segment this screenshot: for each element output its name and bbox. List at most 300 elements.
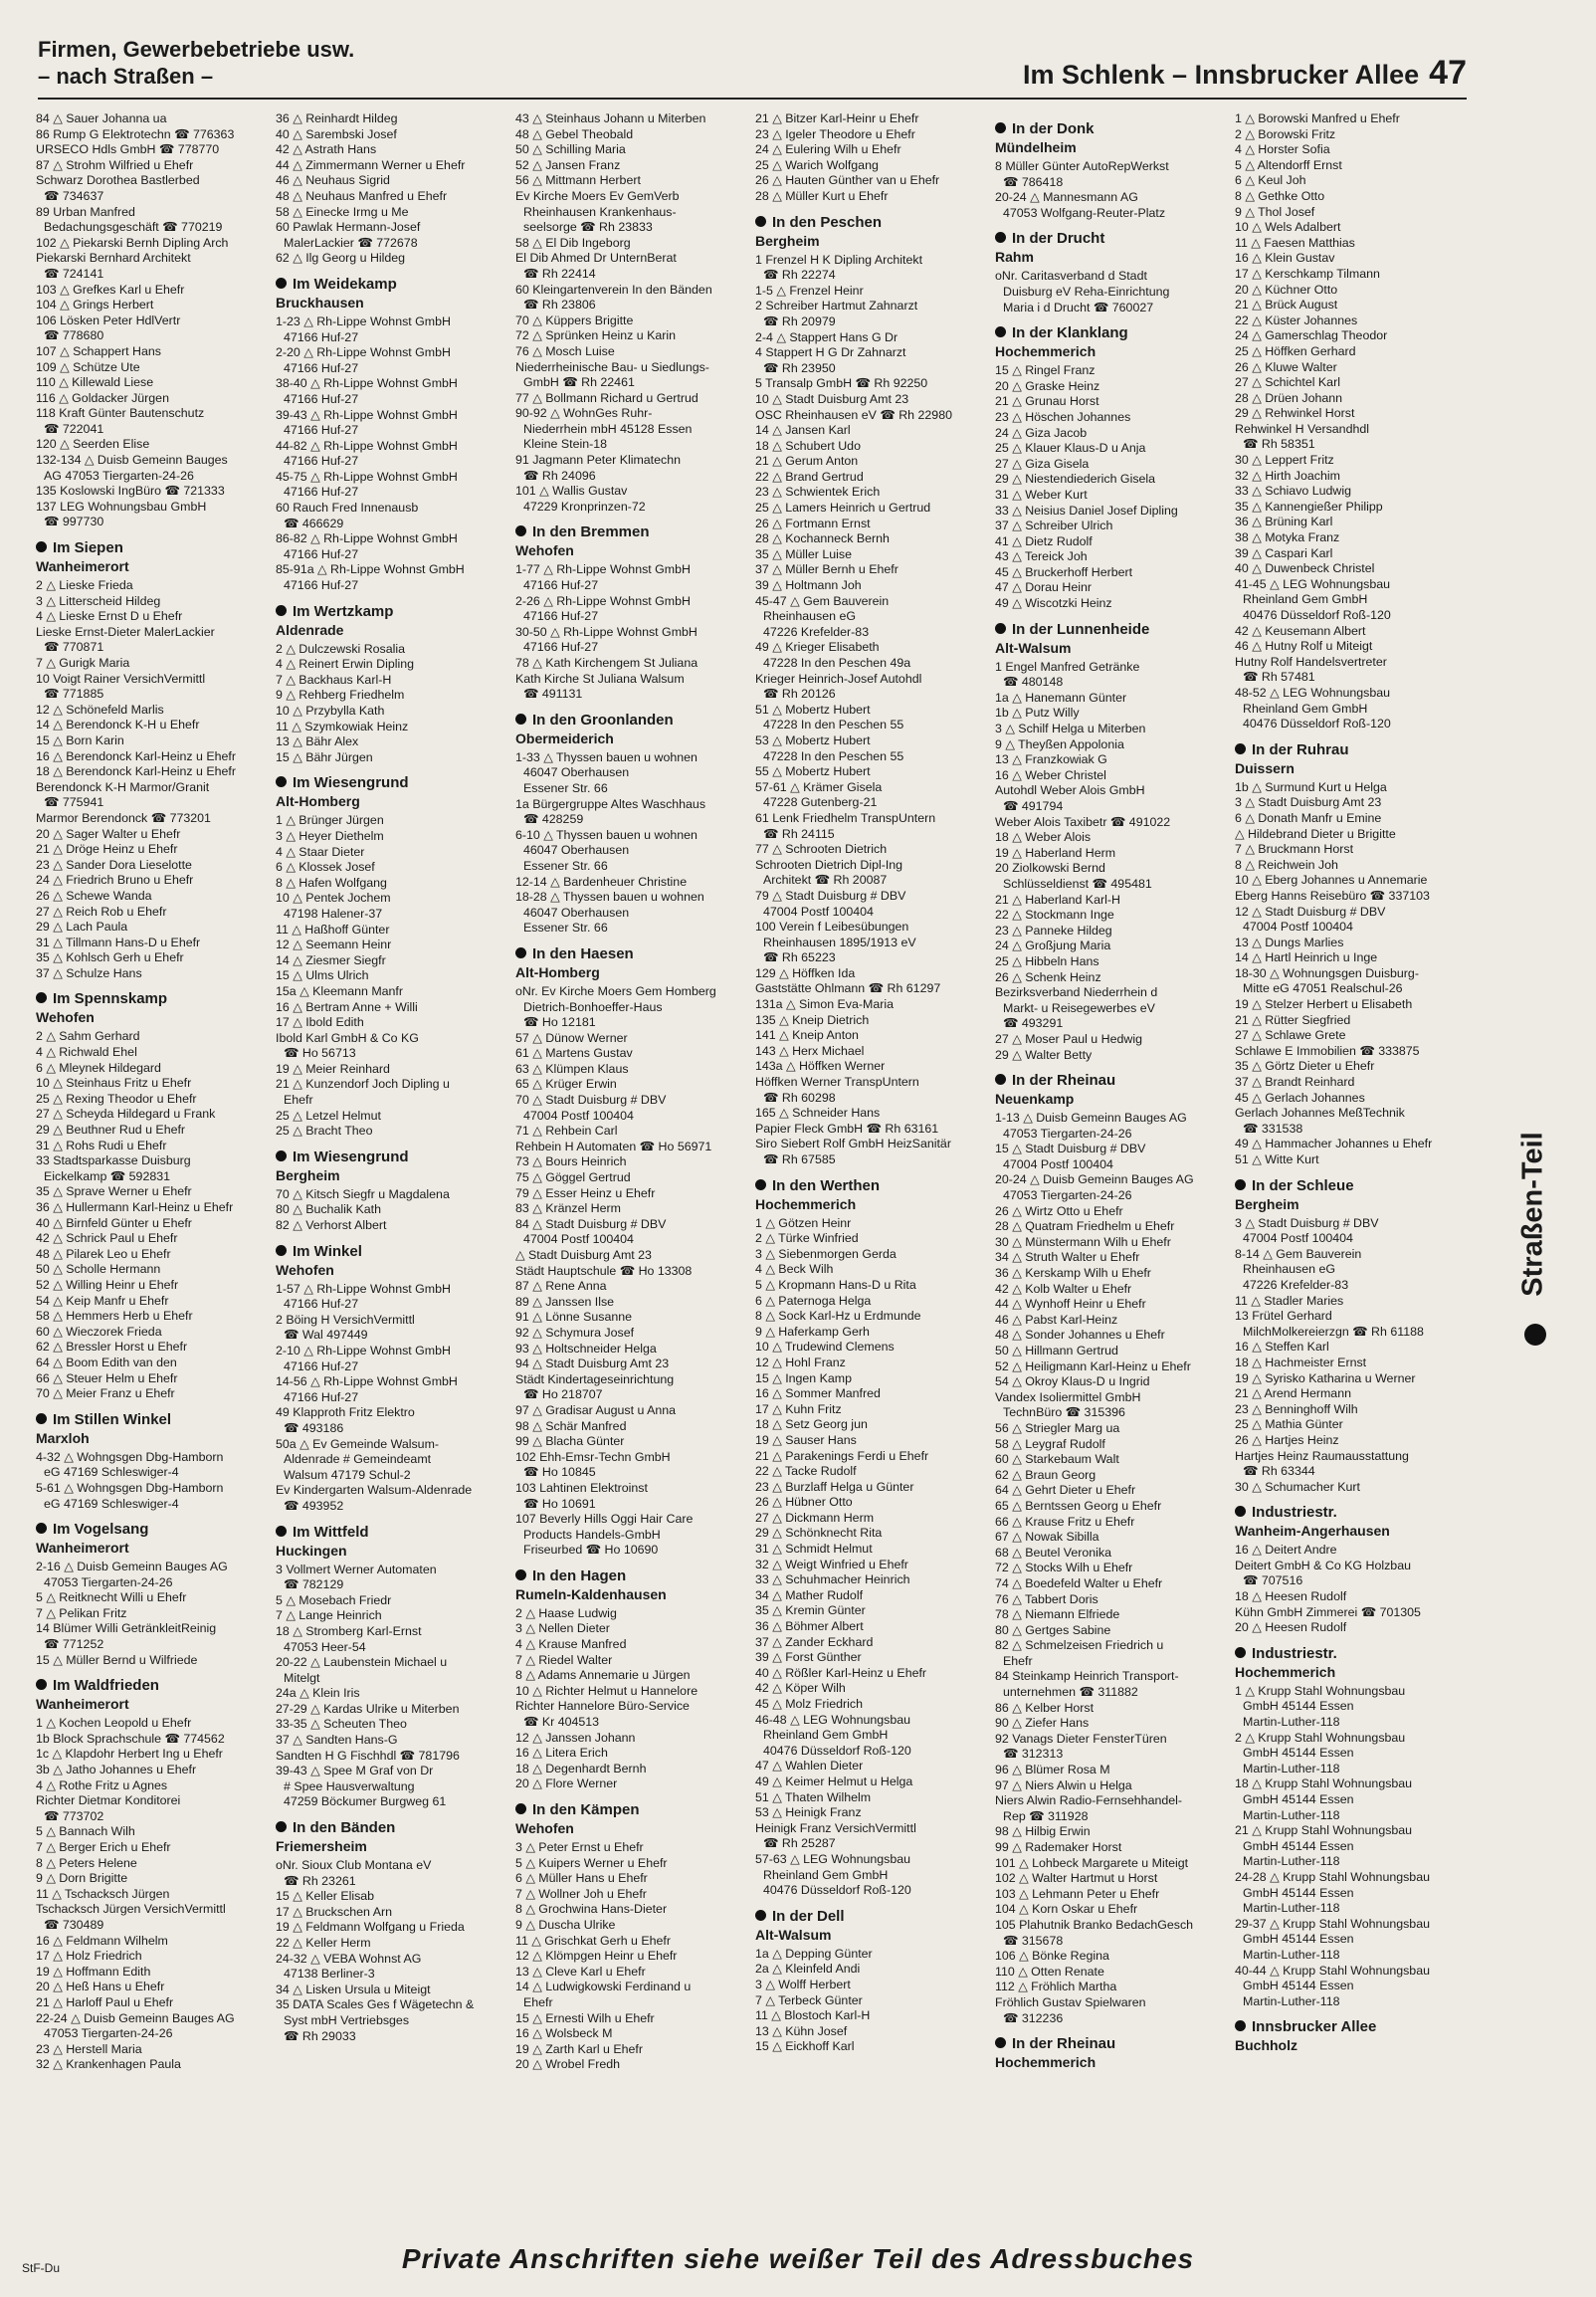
street-bullet-icon [36,1523,47,1534]
directory-entry: 18 △ Setz Georg jun [755,1417,868,1432]
entry-continuation: ☎ Ho 10691 [523,1496,596,1511]
directory-entry: 28 △ Müller Kurt u Ehefr [755,188,889,203]
street-heading [36,1520,268,1539]
directory-entry: 89 Urban Manfred [36,204,135,219]
directory-entry: 3 △ Litterscheid Hildeg [36,593,161,608]
directory-entry: 45 △ Molz Friedrich [755,1697,863,1711]
district-name: Wehofen [276,1261,334,1278]
entry-continuation: 46047 Oberhausen [523,843,630,858]
directory-entry: 101 △ Wallis Gustav [515,484,628,499]
entry-continuation: Martin-Luther-118 [1243,1854,1340,1869]
directory-entry: 52 △ Willing Heinr u Ehefr [36,1277,179,1292]
directory-entry: 3 △ Schilf Helga u Miterben [995,722,1146,736]
directory-entry: 18 △ Heesen Rudolf [1235,1589,1347,1604]
directory-entry: 17 △ Bruckschen Arn [276,1904,392,1919]
directory-entry: 118 Kraft Günter Bautenschutz [36,406,205,421]
directory-entry: 45 △ Bruckerhoff Herbert [995,564,1133,579]
directory-entry: 15 △ Stadt Duisburg # DBV [995,1142,1146,1156]
entry-continuation: ☎ 730489 [44,1917,104,1932]
directory-entry: El Dib Ahmed Dr UnternBerat [515,251,677,266]
directory-entry: 35 △ Kannengießer Philipp [1235,499,1383,514]
street-heading [515,1566,747,1585]
directory-entry: 2-4 △ Stappert Hans G Dr [755,329,898,344]
district-name: Wanheimerort [36,558,129,575]
district-name: Rumeln-Kaldenhausen [515,1585,667,1602]
directory-entry: 60 △ Starkebaum Walt [995,1452,1119,1467]
entry-continuation: 47166 Huf-27 [284,485,359,500]
street-name: Industriestr. [1252,1644,1337,1662]
street-heading [276,602,507,621]
street-heading [276,773,507,792]
directory-entry: Deitert GmbH & Co KG Holzbau [1235,1558,1411,1572]
directory-entry: 25 △ Letzel Helmut [276,1108,381,1123]
entry-continuation: Martin-Luther-118 [1243,1807,1340,1822]
directory-entry: 3 △ Heyer Diethelm [276,828,384,843]
entry-continuation: 47166 Huf-27 [284,578,359,593]
entry-continuation: 47259 Böckumer Burgweg 61 [284,1794,447,1809]
entry-continuation: ☎ Rh 60298 [763,1090,836,1105]
directory-entry: 4 △ Krause Manfred [515,1637,627,1652]
directory-entry: 19 △ Stelzer Herbert u Elisabeth [1235,997,1413,1012]
entry-continuation: 47053 Tiergarten-24-26 [44,2026,173,2041]
directory-entry: 58 △ Hemmers Herb u Ehefr [36,1309,193,1324]
directory-entry: 8 △ Adams Annemarie u Jürgen [515,1668,691,1683]
street-name: Im Vogelsang [53,1521,149,1539]
street-name: Im Wiesengrund [293,1148,409,1165]
entry-continuation: Mitte eG 47051 Realschul-26 [1243,981,1403,996]
street-heading [755,213,987,232]
street-bullet-icon [995,122,1006,133]
directory-entry: 13 △ Franzkowiak G [995,752,1107,767]
directory-entry: 4 △ Richwald Ehel [36,1045,137,1060]
directory-entry: 24 △ Giza Jacob [995,425,1088,440]
directory-entry: 129 △ Höffken Ida [755,965,856,980]
entry-continuation: Bedachungsgeschäft ☎ 770219 [44,220,223,235]
entry-continuation: 47166 Huf-27 [523,609,599,624]
directory-entry: 4 △ Beck Wilh [755,1262,834,1277]
entry-continuation: Martin-Luther-118 [1243,1947,1340,1962]
directory-entry: 37 △ Müller Bernh u Ehefr [755,562,898,577]
directory-entry: 74 △ Boedefeld Walter u Ehefr [995,1575,1163,1590]
directory-entry: 40 △ Sarembski Josef [276,126,397,141]
directory-entry: 25 △ Mathia Günter [1235,1417,1343,1432]
directory-entry: 21 △ Haberland Karl-H [995,892,1120,907]
directory-entry: 1 △ Kochen Leopold u Ehefr [36,1716,192,1731]
directory-entry: 35 DATA Scales Ges f Wägetechn & [276,1997,475,2012]
directory-entry: Eberg Hanns Reisebüro ☎ 337103 [1235,888,1430,903]
directory-entry: 76 △ Tabbert Doris [995,1591,1098,1606]
directory-entry: 63 △ Klümpen Klaus [515,1061,629,1076]
entry-continuation: Schlüsseldienst ☎ 495481 [1003,876,1152,891]
directory-entry: 12 △ Stadt Duisburg # DBV [1235,904,1386,919]
directory-entry: 26 △ Kluwe Walter [1235,359,1337,374]
directory-entry: 89 △ Janssen Ilse [515,1294,615,1309]
directory-entry: Autohdl Weber Alois GmbH [995,783,1145,798]
directory-entry: 28 △ Kochanneck Bernh [755,531,890,546]
entry-continuation: MilchMolkereierzgn ☎ Rh 61188 [1243,1324,1424,1339]
street-bullet-icon [276,776,287,787]
directory-entry: 11 △ Grischkat Gerh u Ehefr [515,1933,671,1948]
directory-entry: 51 △ Mobertz Hubert [755,702,871,717]
directory-entry: Schlawe E Immobilien ☎ 333875 [1235,1043,1420,1058]
directory-entry: 70 △ Küppers Brigitte [515,313,634,327]
entry-continuation: ☎ Ho 12181 [523,1015,596,1030]
directory-entry: 100 Verein f Leibesübungen [755,920,909,935]
district-name: Buchholz [1235,2037,1297,2054]
directory-entry: 42 △ Köper Wilh [755,1681,846,1696]
directory-entry: 86 Rump G Elektrotechn ☎ 776363 [36,126,235,141]
directory-entry: 11 △ Blostoch Karl-H [755,2008,871,2023]
directory-entry: 14 △ Ziesmer Siegfr [276,952,386,967]
street-heading [1235,1503,1467,1522]
entry-continuation: Ehefr [523,1994,553,2009]
directory-entry: 46 △ Hutny Rolf u Miteigt [1235,639,1373,654]
street-name: In den Peschen [772,213,883,231]
directory-entry: 22 △ Küster Johannes [1235,313,1358,327]
directory-entry: 104 △ Grings Herbert [36,298,154,313]
directory-entry: 18 △ Stromberg Karl-Ernst [276,1623,422,1638]
entry-continuation: TechnBüro ☎ 315396 [1003,1405,1125,1420]
directory-entry: 92 Vanags Dieter FensterTüren [995,1731,1167,1746]
directory-entry: 1b △ Putz Willy [995,706,1080,721]
directory-entry: 42 △ Kolb Walter u Ehefr [995,1281,1132,1296]
directory-entry: 38 △ Motyka Franz [1235,530,1340,545]
district-name: Wehofen [515,1820,574,1836]
directory-entry: 11 △ Haßhoff Günter [276,922,390,937]
entry-continuation: ☎ 771252 [44,1637,104,1652]
directory-column [276,111,507,2231]
street-name: Innsbrucker Allee [1252,2018,1377,2036]
directory-entry: 48 △ Sonder Johannes u Ehefr [995,1328,1165,1343]
directory-entry: 68 △ Beutel Veronika [995,1545,1111,1560]
street-name: In den Groonlanden [532,711,674,729]
directory-entry: 14 △ Berendonck K-H u Ehefr [36,718,200,732]
entry-continuation: # Spee Hausverwaltung [284,1778,415,1793]
street-heading [515,711,747,730]
directory-entry: 10 △ Trudewind Clemens [755,1340,895,1355]
directory-entry: 82 △ Verhorst Albert [276,1218,387,1233]
directory-entry: 26 △ Hartjes Heinz [1235,1432,1339,1447]
entry-continuation: ☎ Rh 65223 [763,950,836,965]
directory-entry: 38-40 △ Rh-Lippe Wohnst GmbH [276,376,458,391]
directory-entry: 1b Block Sprachschule ☎ 774562 [36,1731,225,1746]
entry-continuation: 47004 Postf 100404 [523,1232,634,1247]
directory-entry: 6 △ Keul Joh [1235,173,1306,188]
street-name: In der Lunnenheide [1012,620,1150,638]
street-bullet-icon [276,1821,287,1832]
directory-entry: 70 △ Kitsch Siegfr u Magdalena [276,1186,450,1201]
directory-entry: 21 △ Bitzer Karl-Heinr u Ehefr [755,111,919,125]
directory-entry: 6-10 △ Thyssen bauen u wohnen [515,827,698,842]
entry-continuation: ☎ 771885 [44,687,104,702]
entry-continuation: 47166 Huf-27 [284,1297,359,1312]
entry-continuation: ☎ Rh 20979 [763,313,836,328]
street-name: In der Donk [1012,120,1095,137]
directory-entry: Niers Alwin Radio-Fernsehhandel- [995,1793,1183,1808]
directory-column [515,111,747,2231]
directory-entry: 3b △ Jatho Johannes u Ehefr [36,1763,197,1777]
entry-continuation: Rheinhausen 1895/1913 eV [763,935,916,949]
directory-entry: 42 △ Keusemann Albert [1235,623,1366,638]
directory-entry: 1-33 △ Thyssen bauen u wohnen [515,749,698,764]
directory-entry: 13 △ Cleve Karl u Ehefr [515,1964,646,1979]
directory-entry: 16 △ Steffen Karl [1235,1340,1329,1355]
directory-entry: 25 △ Höffken Gerhard [1235,343,1356,358]
directory-entry: 48-52 △ LEG Wohnungsbau [1235,685,1391,700]
entry-continuation: Rheinland Gem GmbH [1243,592,1368,607]
directory-entry: 24 △ Großjung Maria [995,939,1111,953]
street-name: In der Dell [772,1907,845,1925]
street-heading [995,1071,1227,1090]
directory-entry: Siro Siebert Rolf GmbH HeizSanitär [755,1137,951,1151]
directory-entry: 47 △ Dorau Heinr [995,580,1092,595]
directory-entry: 72 △ Stocks Wilh u Ehefr [995,1561,1133,1575]
directory-entry: 2-16 △ Duisb Gemeinn Bauges AG [36,1560,228,1574]
entry-continuation: 47166 Huf-27 [523,578,599,593]
street-heading [1235,1644,1467,1663]
page-header [38,36,1467,100]
directory-entry: Städt Hauptschule ☎ Ho 13308 [515,1263,693,1278]
street-bullet-icon [276,1526,287,1537]
directory-entry: 1-13 △ Duisb Gemeinn Bauges AG [995,1111,1187,1126]
directory-entry: 25 △ Lamers Heinrich u Gertrud [755,501,931,516]
directory-entry: 56 △ Striegler Marg ua [995,1420,1120,1435]
directory-entry: 4 △ Staar Dieter [276,844,365,859]
street-bullet-icon [995,326,1006,337]
directory-entry: 2-20 △ Rh-Lippe Wohnst GmbH [276,345,451,360]
entry-continuation: 47228 In den Peschen 49a [763,656,911,670]
directory-entry: 9 △ Haferkamp Gerh [755,1324,870,1339]
directory-entry: 12 △ Schönefeld Marlis [36,702,164,717]
entry-continuation: ☎ Rh 22274 [763,268,836,283]
directory-entry: 27 △ Dickmann Herm [755,1510,875,1525]
directory-entry: 73 △ Bours Heinrich [515,1154,627,1169]
directory-entry: 36 △ Reinhardt Hildeg [276,111,398,125]
directory-entry: 3 △ Wolff Herbert [755,1977,851,1991]
directory-entry: 15 △ Müller Bernd u Wilfriede [36,1652,198,1667]
entry-continuation: 47226 Krefelder-83 [763,624,870,639]
street-name: In den Hagen [532,1566,627,1584]
directory-entry: 99 △ Blacha Günter [515,1434,625,1449]
footer-note: Private Anschriften siehe weißer Teil des Adressbuches [401,2243,1195,2274]
directory-entry: △ Stadt Duisburg Amt 23 [515,1248,652,1262]
directory-entry: 137 LEG Wohnungsbau GmbH [36,499,207,514]
street-name: In den Haesen [532,944,634,962]
directory-entry: 110 △ Killewald Liese [36,375,154,390]
street-heading [515,522,747,541]
directory-entry: 33 Stadtsparkasse Duisburg [36,1153,191,1168]
directory-entry: 10 Voigt Rainer VersichVermittl [36,671,206,686]
directory-entry: 20-24 △ Mannesmann AG [995,190,1138,205]
directory-entry: 103 Lahtinen Elektroinst [515,1480,648,1495]
directory-entry: 4-32 △ Wohngsgen Dbg-Hamborn [36,1449,224,1464]
entry-continuation: ☎ Kr 404513 [523,1715,600,1730]
entry-continuation: ☎ Rh 24115 [763,826,835,841]
street-heading [36,538,268,557]
entry-continuation: ☎ Rh 24096 [523,468,596,483]
entry-continuation: Ehefr [1003,1653,1033,1668]
entry-continuation: ☎ 493186 [284,1420,344,1435]
directory-entry: 1 △ Brünger Jürgen [276,813,384,828]
directory-entry: 65 △ Berntssen Georg u Ehefr [995,1498,1162,1513]
directory-column [1235,111,1467,2231]
directory-entry: 93 △ Holtschneider Helga [515,1341,657,1356]
directory-entry: 8 Müller Günter AutoRepWerkst [995,159,1169,173]
entry-continuation: 40476 Düsseldorf Roß-120 [763,1743,911,1758]
street-name: In der Rheinau [1012,2035,1116,2053]
street-bullet-icon [995,232,1006,243]
directory-entry: 31 △ Rohs Rudi u Ehefr [36,1138,167,1152]
directory-entry: 45-75 △ Rh-Lippe Wohnst GmbH [276,469,458,484]
directory-entry: 107 Beverly Hills Oggi Hair Care [515,1512,694,1527]
entry-continuation: Martin-Luther-118 [1243,1761,1340,1775]
directory-entry: 21 △ Arend Hermann [1235,1386,1351,1401]
directory-entry: 2-26 △ Rh-Lippe Wohnst GmbH [515,593,691,608]
directory-entry: 21 △ Harloff Paul u Ehefr [36,1994,174,2009]
entry-continuation: Markt- u Reisegewerbes eV [1003,1000,1155,1015]
directory-entry: 78 △ Kath Kirchengem St Juliana [515,656,698,670]
directory-entry: 80 △ Buchalik Kath [276,1202,381,1217]
directory-entry: Berendonck K-H Marmor/Granit [36,779,210,794]
directory-entry: 18 △ Weber Alois [995,830,1092,845]
directory-entry: 60 △ Wieczorek Frieda [36,1324,162,1339]
directory-entry: 37 △ Schulze Hans [36,965,142,980]
directory-entry: 15 △ Ringel Franz [995,363,1096,378]
directory-entry: 23 △ Sander Dora Lieselotte [36,857,192,872]
directory-entry: 3 △ Stadt Duisburg Amt 23 [1235,795,1382,810]
directory-entry: Piekarski Bernhard Architekt [36,251,191,266]
directory-entry: 97 △ Niers Alwin u Helga [995,1777,1132,1792]
entry-continuation: eG 47169 Schleswiger-4 [44,1465,179,1480]
entry-continuation: GmbH 45144 Essen [1243,1746,1354,1761]
entry-continuation: ☎ 493291 [1003,1016,1064,1031]
directory-entry: 58 △ El Dib Ingeborg [515,235,631,250]
directory-entry: 39-43 △ Rh-Lippe Wohnst GmbH [276,407,458,422]
district-name: Obermeiderich [515,730,614,746]
directory-entry: 20-24 △ Duisb Gemeinn Bauges AG [995,1172,1194,1187]
street-bullet-icon [1235,1506,1246,1517]
directory-entry: 1 Engel Manfred Getränke [995,659,1140,674]
entry-continuation: ☎ 997730 [44,515,104,529]
directory-entry: 98 △ Hilbig Erwin [995,1824,1091,1839]
entry-continuation: Rheinland Gem GmbH [763,1867,889,1882]
directory-column [36,111,268,2231]
directory-entry: 26 △ Schewe Wanda [36,888,152,903]
directory-entry: 43 △ Tereick Joh [995,549,1088,564]
directory-entry: 19 △ Haberland Herm [995,845,1116,860]
district-name: Bergheim [276,1166,340,1183]
directory-entry: Schwarz Dorothea Bastlerbed [36,173,200,188]
directory-entry: 32 △ Hirth Joachim [1235,468,1340,483]
directory-entry: 8 △ Sock Karl-Hz u Erdmunde [755,1309,921,1324]
entry-continuation: Eickelkamp ☎ 592831 [44,1168,171,1183]
directory-entry: 60 Kleingartenverein In den Bänden [515,282,712,297]
street-heading [276,1148,507,1166]
directory-entry: 29-37 △ Krupp Stahl Wohnungsbau [1235,1916,1430,1931]
directory-entry: 15 △ Eickhoff Karl [755,2039,855,2054]
directory-entry: 34 △ Lisken Ursula u Miteigt [276,1982,431,1996]
directory-entry: 106 △ Bönke Regina [995,1949,1109,1964]
directory-entry: 19 △ Feldmann Wolfgang u Frieda [276,1920,465,1935]
directory-entry: 1-57 △ Rh-Lippe Wohnst GmbH [276,1281,451,1296]
directory-entry: 14 △ Hartl Heinrich u Inge [1235,950,1378,965]
directory-entry: Gerlach Johannes MeßTechnik [1235,1106,1405,1121]
directory-entry: 143a △ Höffken Werner [755,1059,886,1074]
district-name: Hochemmerich [755,1195,857,1212]
entry-continuation: ☎ 773702 [44,1808,104,1823]
directory-entry: 15 △ Bähr Jürgen [276,749,373,764]
directory-entry: 65 △ Krüger Erwin [515,1077,617,1092]
district-name: Bergheim [755,232,820,249]
entry-continuation: GmbH 45144 Essen [1243,1885,1354,1900]
directory-entry: 11 △ Stadler Maries [1235,1293,1344,1308]
directory-entry: 17 △ Ibold Edith [276,1015,364,1030]
entry-continuation: AG 47053 Tiergarten-24-26 [44,468,194,483]
directory-entry: 1a △ Depping Günter [755,1946,873,1961]
directory-entry: 85-91a △ Rh-Lippe Wohnst GmbH [276,562,465,577]
directory-entry: 30 △ Schumacher Kurt [1235,1479,1360,1494]
directory-entry: 10 △ Steinhaus Fritz u Ehefr [36,1076,192,1091]
directory-entry: 90-92 △ WohnGes Ruhr- [515,406,653,421]
directory-entry: 24 △ Eulering Wilh u Ehefr [755,142,901,157]
directory-entry: 2 △ Krupp Stahl Wohnungsbau [1235,1730,1406,1745]
directory-entry: 58 △ Leygraf Rudolf [995,1436,1105,1451]
entry-continuation: seelsorge ☎ Rh 23833 [523,220,653,235]
entry-continuation: Ehefr [284,1093,313,1108]
street-heading [276,275,507,294]
directory-entry: 101 △ Lohbeck Margarete u Miteigt [995,1855,1189,1870]
entry-continuation: ☎ Wal 497449 [284,1328,368,1343]
entry-continuation: ☎ 466629 [284,516,344,530]
entry-continuation: ☎ Rh 63344 [1243,1464,1315,1479]
directory-entry: 4 △ Lieske Ernst D u Ehefr [36,609,183,624]
directory-entry: 135 △ Kneip Dietrich [755,1012,870,1027]
directory-entry: 2 △ Dulczewski Rosalia [276,641,406,656]
directory-entry: 48 △ Gebel Theobald [515,126,634,141]
directory-entry: 24 △ Gamerschlag Theodor [1235,328,1388,343]
directory-entry: 84 Steinkamp Heinrich Transport- [995,1669,1179,1684]
street-name: In der Klanklang [1012,324,1128,342]
street-bullet-icon [995,1074,1006,1085]
entry-continuation: 47198 Halener-37 [284,906,383,921]
directory-entry: 37 △ Brandt Reinhard [1235,1075,1355,1090]
directory-entry: 18 △ Hachmeister Ernst [1235,1355,1367,1369]
directory-entry: 16 △ Weber Christel [995,767,1106,782]
street-name: Im Winkel [293,1242,362,1260]
directory-entry: 26 △ Fortmann Ernst [755,516,871,530]
directory-entry: 12 △ Klömpgen Heinr u Ehefr [515,1949,678,1964]
directory-entry: 67 △ Nowak Sibilla [995,1530,1099,1545]
directory-entry: 3 △ Siebenmorgen Gerda [755,1246,897,1261]
directory-entry: 31 △ Tillmann Hans-D u Ehefr [36,935,201,949]
directory-entry: oNr. Caritasverband d Stadt [995,269,1147,284]
entry-continuation: Rep ☎ 311928 [1003,1808,1089,1823]
directory-entry: 6 △ Mleynek Hildegard [36,1060,161,1075]
street-heading [515,944,747,963]
directory-entry: 4 △ Reinert Erwin Dipling [276,657,414,672]
directory-entry: 17 △ Holz Friedrich [36,1949,142,1964]
directory-entry: 4 Stappert H G Dr Zahnarzt [755,345,906,360]
street-bullet-icon [515,1569,526,1580]
directory-entry: 12 △ Hohl Franz [755,1355,846,1369]
street-bullet-icon [36,1413,47,1424]
directory-entry: 19 △ Sauser Hans [755,1432,857,1447]
directory-entry: 32 △ Krankenhagen Paula [36,2057,181,2072]
directory-entry: 42 △ Schrick Paul u Ehefr [36,1231,178,1246]
street-heading [36,1676,268,1695]
directory-entry: 16 △ Feldmann Wilhelm [36,1933,168,1948]
directory-entry: 20 △ Heß Hans u Ehefr [36,1980,165,1994]
